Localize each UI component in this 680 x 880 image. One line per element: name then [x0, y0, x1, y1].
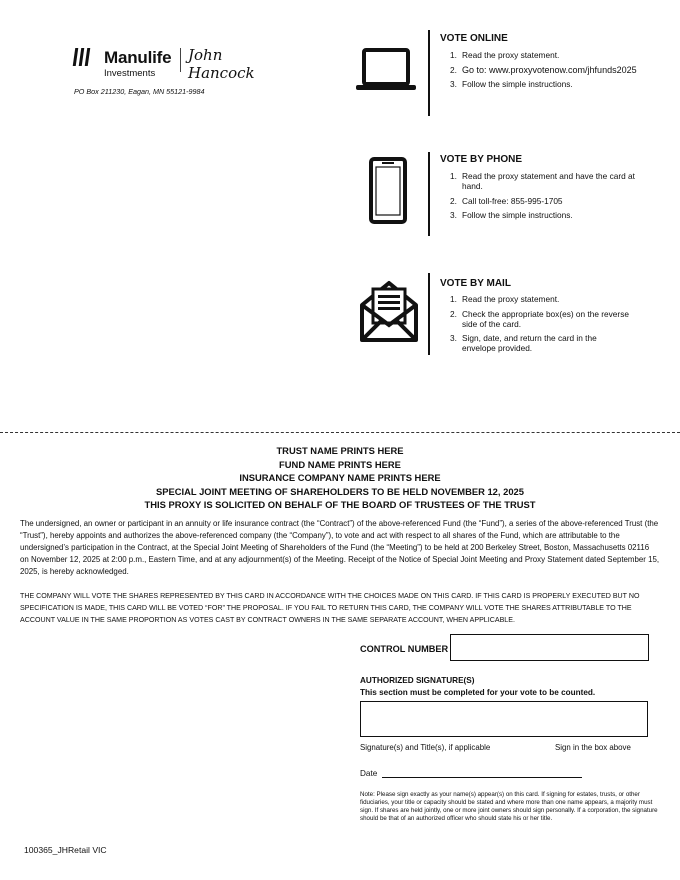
- company-logo: [74, 46, 274, 82]
- date-field[interactable]: [382, 777, 582, 778]
- list-item: 2. Call toll-free: 855-995-1705: [450, 195, 563, 206]
- return-address: PO Box 211230, Eagan, MN 55121-9984: [74, 87, 205, 96]
- list-item: 3. Follow the simple instructions.: [450, 210, 573, 220]
- list-item: 1. Read the proxy statement.: [450, 294, 560, 304]
- divider-bar: [428, 273, 430, 355]
- vote-mail-title: VOTE BY MAIL: [440, 278, 511, 289]
- list-item: 3. Sign, date, and return the card in the envelope provided.: [450, 333, 597, 353]
- vote-phone-steps: [450, 171, 640, 225]
- list-item: 2. Go to: www.proxyvotenow.com/jhfunds2025: [450, 64, 637, 75]
- vote-online-steps: [450, 50, 660, 94]
- logo-divider: [180, 48, 181, 72]
- logo-brand: Manulife: [104, 48, 172, 67]
- vote-mail-steps: [450, 294, 630, 358]
- authorized-signature-subtitle: This section must be completed for your vote to be counted.: [360, 688, 596, 697]
- laptop-icon: [354, 44, 414, 104]
- logo-partner: John Hancock: [188, 46, 255, 82]
- tear-line: [0, 432, 680, 433]
- manulife-logo-icon: [74, 48, 89, 66]
- signing-note: Note: Please sign exactly as your name(s) appear(s) on this card. If signing for estates, trusts, or other fiduciaries, your title or capacity should be stated and where more than one name appears, a majority must sign. If shares are held jointly, one or more joint owners should sign personally. If a corporation, the signature should be that of an authorized officer who should state his or her title.: [360, 791, 658, 822]
- control-number-box: [450, 634, 649, 661]
- list-item: 1. Read the proxy statement and have the card at hand.: [450, 171, 635, 191]
- list-item: 1. Read the proxy statement.: [450, 50, 560, 60]
- logo-sub: Investments: [104, 68, 156, 79]
- proxy-body-text: The undersigned, an owner or participant in an annuity or life insurance contract (the “Contract”) of the above-referenced Fund (the “Fund”), a series of the above-referenced Trust (the “Trust”), hereby appoints and authorizes the above-referenced company (the “Company”), to vote and act with respect to all shares of the Fund, which are attributable to the undersigned’s participation in the Contract, at the Special Joint Meeting of Shareholders of the Fund (the “Meeting”) to be held at 200 Berkeley Street, Boston, Massachusetts 02116 on November 12, 2025 at 2:00 p.m., Eastern Time, and at any adjournment(s) of the Meeting. Receipt of the Notice of Special Joint Meeting and Proxy Statement dated September 15, 2025, is hereby acknowledged.: [20, 519, 660, 576]
- divider-bar: [428, 152, 430, 236]
- signature-hint: Sign in the box above: [555, 743, 631, 752]
- phone-icon: [368, 157, 428, 217]
- list-item: 2. Check the appropriate box(es) on the reverse side of the card.: [450, 308, 629, 329]
- meeting-title: SPECIAL JOINT MEETING OF SHAREHOLDERS TO BE HELD NOVEMBER 12, 2025: [156, 485, 524, 497]
- footer-code: 100365_JHRetail VIC: [24, 845, 107, 855]
- list-item: 3. Follow the simple instructions.: [450, 79, 573, 89]
- authorized-signature-title: AUTHORIZED SIGNATURE(S): [360, 676, 475, 685]
- envelope-icon: [358, 279, 418, 339]
- vote-phone-title: VOTE BY PHONE: [440, 154, 523, 165]
- voting-instructions-caps: THE COMPANY WILL VOTE THE SHARES REPRESENTED BY THIS CARD IN ACCORDANCE WITH THE CHOICES MADE ON THIS CARD. IF THIS CARD IS PROPERLY EXECUTED BUT NO SPECIFICATION IS MADE, THIS CARD WILL BE VOTED “FOR” THE PROPOSAL. IF YOU FAIL TO RETURN THIS CARD, THE COMPANY WILL VOTE THE SHARES ATTRIBUTABLE TO THE ACCOUNT VALUE IN THE SAME PROPORTION AS VOTES CAST BY CONTRACT OWNERS IN THE SAME SEPARATE ACCOUNT, WHEN APPLICABLE.: [20, 592, 640, 624]
- date-label: Date: [360, 769, 378, 778]
- fund-name: FUND NAME PRINTS HERE: [279, 458, 401, 470]
- divider-bar: [428, 30, 430, 116]
- signature-box[interactable]: [360, 701, 648, 737]
- solicitation-statement: THIS PROXY IS SOLICITED ON BEHALF OF THE BOARD OF TRUSTEES OF THE TRUST: [144, 499, 536, 511]
- vote-online-url: Go to: www.proxyvotenow.com/jhfunds2025: [462, 64, 637, 75]
- trust-name: TRUST NAME PRINTS HERE: [276, 445, 404, 456]
- insurance-company-name: INSURANCE COMPANY NAME PRINTS HERE: [239, 472, 441, 484]
- control-number-label: CONTROL NUMBER: [360, 644, 449, 654]
- signature-caption: Signature(s) and Title(s), if applicable: [360, 743, 491, 752]
- vote-online-title: VOTE ONLINE: [440, 33, 508, 44]
